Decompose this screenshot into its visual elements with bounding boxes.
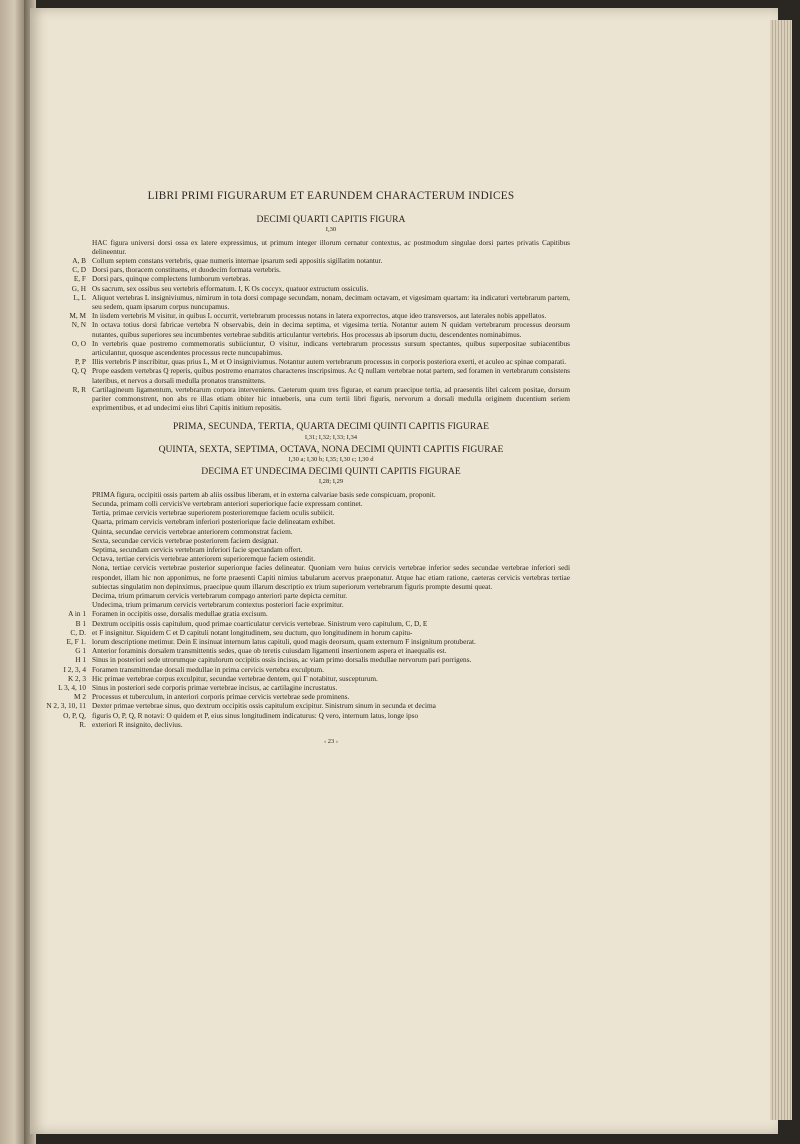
entry-text: Dexter primae vertebrae sinus, quo dextrum occipitis ossis capitulum excipitur. Sinistrum sinum in secunda et decima	[92, 701, 436, 711]
entry-text: Collum septem constans vertebris, quae numeris internae ipsarum sedi appositis sigillatim notantur.	[92, 256, 383, 266]
list-item	[69, 311, 570, 321]
figure-description: Tertia, primae cervicis vertebrae superiorem posterioremque faciem oculis subiicit.	[92, 508, 335, 518]
page-title: LIBRI PRIMI FIGURARUM ET EARUNDEM CHARACTERUM INDICES	[147, 190, 515, 202]
list-item	[75, 357, 570, 367]
section-intro: HAC figura universi dorsi ossa ex latere expressimus, ut primum integer illorum cernatur contextus, ac postmodum singulae dorsi partes privatis Capitibus delineentur.	[92, 237, 570, 256]
list-item	[46, 701, 570, 711]
list-item	[63, 710, 570, 720]
entry-label: R.	[79, 719, 86, 729]
figure-description: Nona, tertiae cervicis vertebrae posterior superiorque facies delineatur. Quoniam vero huius cervicis vertebrae inferior sedes secundae vertebrae inferiori sedi respondet, illam hic non apponimus, ne forte praesenti Capiti nimius tabularum acervus praeponatur. Atque hac etiam ratione, caeteras cervicis vertebras tertiae subiectas singulatim non depinximus, praecipue quum illarum descriptio ex trium superiorum vertebrarum figuris prompte desumi queat.	[92, 563, 570, 591]
section-heading: PRIMA, SECUNDA, TERTIA, QUARTA DECIMI QUINTI CAPITIS FIGURAE	[172, 421, 490, 433]
entry-label: M, M	[69, 311, 86, 321]
left-page-edge	[0, 0, 26, 1144]
entry-text: Processus et tuberculum, in anteriori corporis primae cervicis vertebrae sede prominens.	[92, 692, 350, 702]
entry-label: O, P, Q,	[63, 710, 86, 720]
figure-description: PRIMA figura, occipitii ossis partem ab aliis ossibus liberam, et in externa calvariae basis sede conspicuam, proponit.	[92, 489, 436, 499]
entry-text: Os sacrum, sex ossibus seu vertebris efformatum. I, K Os coccyx, quatuor extructum ossiculis.	[92, 283, 369, 293]
list-item	[79, 719, 570, 729]
list-item	[73, 292, 570, 312]
entry-label: L, L	[73, 292, 86, 302]
entry-text: Aliquot vertebras L insigniviumus, nimirum in tota dorsi compage secundam, nonam, decimam octavam, et vigesimam quartam: ita indicaturi vertebrarum partem, seu sedem, quam ipsarum corpus nuncupamus.	[92, 292, 570, 312]
entry-label: N, N	[71, 320, 86, 330]
figure-reference: I,28; I,29	[318, 478, 344, 486]
list-item	[58, 682, 570, 692]
figure-reference: I,31; I,32; I,33; I,34	[304, 433, 358, 441]
entry-label: H 1	[75, 655, 86, 665]
figure-description: Undecima, trium primarum cervicis vertebrarum contextus posteriori facie exprimitur.	[92, 600, 344, 610]
entry-text: Illis vertebris P inscribitur, quas prius L, M et O insigniviumus. Notantur autem vertebrarum processus in corporis posteriora exerti, et aculeo ac spinae comparati.	[92, 357, 567, 367]
list-item	[68, 609, 570, 619]
figure-description: Secunda, primam colli cervicis've vertebram anteriori superiorique facie expressam continet.	[92, 498, 363, 508]
entry-text: Sinus in posteriori sede utrorumque capitulorum occipitis ossis incisus, ac viam primo dorsalis medullae nervorum pari porrigens.	[92, 655, 472, 665]
entry-text: Dorsi pars, quinque complectens lumborum vertebras.	[92, 274, 251, 284]
figure-reference: I,30	[325, 226, 337, 234]
entry-label: E, F	[73, 274, 86, 284]
entry-text: et F insignitur. Siquidem C et D capituli notant longitudinem, seu ductum, quo longitudinem in horum capitu-	[92, 627, 413, 637]
entry-label: K 2, 3	[67, 673, 86, 683]
list-item	[71, 283, 570, 293]
page-content	[46, 190, 570, 746]
list-item	[71, 320, 570, 339]
entry-label: C, D.	[70, 627, 86, 637]
entry-label: G 1	[75, 646, 86, 656]
entry-label: M 2	[74, 692, 86, 702]
list-item	[75, 655, 570, 665]
section-heading: DECIMA ET UNDECIMA DECIMI QUINTI CAPITIS FIGURAE	[201, 466, 461, 478]
list-item	[73, 274, 570, 284]
figure-description: Quinta, secundae cervicis vertebrae anteriorem commonstrat faciem.	[92, 526, 293, 536]
figure-description: Decima, trium primarum cervicis vertebrarum compago anteriori parte depicta cernitur.	[92, 590, 348, 600]
list-item	[70, 627, 570, 637]
entry-label: C, D	[72, 265, 86, 275]
entry-text: lorum descriptione metimur. Dein E insinuat internum latus capituli, quod magis deorsum, quam externum F insignitum protuberat.	[92, 636, 476, 646]
entry-label: L 3, 4, 10	[58, 682, 86, 692]
entry-label: N 2, 3, 10, 11	[46, 701, 86, 711]
entry-text: Anterior foraminis dorsalem transmittentis sedes, quae ob teretis cuiusdam ligamenti insertionem aspera et inaequalis est.	[92, 646, 447, 656]
list-item	[71, 366, 570, 385]
list-item	[67, 673, 570, 683]
page-edges	[770, 20, 792, 1120]
entry-label: R, R	[72, 384, 86, 394]
entry-text: Hic primae vertebrae corpus exculpitur, secundae vertebrae dentem, qui Γ notabitur, suscepturum.	[92, 673, 378, 683]
page-number: ‹ 23 ›	[323, 737, 339, 745]
figure-reference: I,30 a; I,30 b; I,35; I,30 c; I,30 d	[288, 456, 374, 464]
entry-label: G, H	[71, 283, 86, 293]
entry-text: Cartilagineum ligamentum, vertebrarum corpora interveniens. Caeterum quum tres figurae, et earum praecipue tertia, ad praesentis libri calcem positae, dorsum pariter commonstrent, non abs re illas etiam obiter hic intueberis, una cum tertii libri figuris, nervorum a dorsali medulla originem ducentium seriem exprimentibus, et ad undecimi eius libri Capitis initium repositis.	[92, 384, 570, 413]
entry-label: E, F 1.	[66, 636, 86, 646]
entry-text: In iisdem vertebris M visitur, in quibus L occurrit, vertebrarum processus notans in latera exporrectos, atque ideo transversos, aut laterales nobis appellatos.	[92, 311, 547, 321]
entry-text: Prope easdem vertebras Q reperis, quibus postremo enarratos characteres inscripsimus. Ac Q nullam vertebrae notat partem, sed foramen in vertebrarum consistens lateribus, et nervos a dorsali medulla pronatos transmittens.	[92, 366, 570, 385]
entry-text: Foramen transmittendae dorsali medullae in prima cervicis vertebra exculptum.	[92, 664, 325, 674]
entry-label: B 1	[75, 618, 86, 628]
list-item	[75, 646, 570, 656]
list-item	[75, 618, 570, 628]
list-item	[63, 664, 570, 674]
entry-list	[46, 609, 570, 729]
entry-label: A in 1	[68, 609, 86, 619]
list-item	[72, 384, 570, 413]
figure-descriptions	[92, 490, 570, 610]
entry-text: Foramen in occipitis osse, dorsalis medullae gratia excisum.	[92, 609, 268, 619]
entry-list	[69, 256, 570, 413]
entry-text: In vertebris quae postremo commemoratis subiiciuntur, O visitur, indicans vertebrarum processus sursum spectantes, quibus superpositae subiacentibus articulantur, quosque ascendentes processus recte nuncupabimus.	[92, 338, 570, 358]
figure-description: Sexta, secundae cervicis vertebrae posteriorem faciem designat.	[92, 535, 279, 545]
entry-label: A, B	[72, 256, 86, 266]
entry-text: exteriori R insignito, declivius.	[92, 719, 183, 729]
section-heading: DECIMI QUARTI CAPITIS FIGURA	[256, 214, 406, 226]
list-item	[72, 256, 570, 266]
entry-label: Q, Q	[71, 366, 86, 376]
figure-description: Septima, secundam cervicis vertebram inferiori facie spectandam offert.	[92, 544, 303, 554]
list-item	[74, 692, 570, 702]
entry-text: Dorsi pars, thoracem constituens, et duodecim formata vertebris.	[92, 265, 281, 275]
list-item	[71, 338, 570, 358]
entry-text: Dextrum occipitis ossis capitulum, quod primae coarticulatur cervicis vertebrae. Sinistrum vero capitulum, C, D, E	[92, 618, 428, 628]
section-heading: QUINTA, SEXTA, SEPTIMA, OCTAVA, NONA DECIMI QUINTI CAPITIS FIGURAE	[158, 443, 504, 455]
figure-description: Octava, tertiae cervicis vertebrae anteriorem superioremque faciem ostendit.	[92, 554, 316, 564]
figure-description: Quarta, primam cervicis vertebram inferiori posteriorique facie delineatam exhibet.	[92, 517, 336, 527]
entry-text: In octava totius dorsi fabricae vertebra N observabis, dein in decima septima, et vigesima tertia. Notantur autem N quidam vertebrarum processus deorsum nutantes, quibus superiores seu incumbentes vertebrae subditis articulantur vertebris. Hos processus ab ipsorum ductu, descendentes nominabimus.	[92, 320, 570, 339]
entry-label: I 2, 3, 4	[63, 664, 86, 674]
entry-text: figuris O, P, Q, R notavi: O quidem et P, eius sinus longitudinem indicaturus: Q vero, internum latus, longe ipso	[92, 710, 419, 720]
list-item	[72, 265, 570, 275]
entry-label: O, O	[71, 338, 86, 348]
list-item	[66, 636, 570, 646]
entry-text: Sinus in posteriori sede corporis primae vertebrae incisus, ac cartilagine incrustatus.	[92, 682, 338, 692]
entry-label: P, P	[75, 357, 86, 367]
